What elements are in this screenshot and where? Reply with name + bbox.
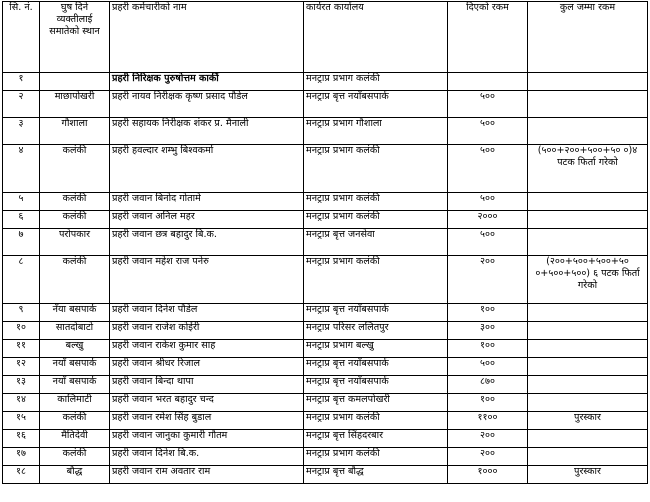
cell-amount: [448, 73, 528, 91]
table-row: [3, 229, 648, 256]
cell-sn: ११: [3, 340, 40, 358]
cell-total: [528, 394, 648, 412]
bribe-records-table: [2, 1, 648, 484]
header-row: [3, 2, 648, 73]
table-row: [3, 448, 648, 466]
cell-total: [528, 376, 648, 394]
cell-place: नँया बसपार्क: [40, 304, 110, 322]
table-row: [3, 322, 648, 340]
cell-office: मनट्राप्र बृत्त कमलपोखरी: [304, 394, 448, 412]
table-row: [3, 211, 648, 229]
cell-amount: ५००: [448, 229, 528, 256]
cell-total: [528, 358, 648, 376]
cell-office: मनट्राप्र बृत्त नयाँबसपार्क: [304, 304, 448, 322]
cell-total: (५००+२००+५००+५० ०)४ पटक फिर्ता गरेको: [528, 145, 648, 193]
cell-place: कलंकी: [40, 193, 110, 211]
cell-name: प्रहरी निरिक्षक पुरुषोत्तम कार्की: [110, 73, 304, 91]
cell-place: माछापोखरी: [40, 91, 110, 118]
cell-sn: ६: [3, 211, 40, 229]
cell-place: सातदोबाटो: [40, 322, 110, 340]
cell-office: मनट्राप्र परिसर ललितपुर: [304, 322, 448, 340]
cell-place: गौशाला: [40, 118, 110, 145]
cell-office: मनट्राप्र बृत्त सिंहदरबार: [304, 430, 448, 448]
cell-amount: २०००: [448, 211, 528, 229]
cell-total: पुरस्कार: [528, 466, 648, 484]
cell-amount: २००: [448, 430, 528, 448]
cell-name: प्रहरी जवान दिनेश बि.क.: [110, 448, 304, 466]
cell-amount: ३००: [448, 322, 528, 340]
cell-name: प्रहरी जवान बिनोद गोतामे: [110, 193, 304, 211]
cell-sn: १०: [3, 322, 40, 340]
cell-amount: ११००: [448, 412, 528, 430]
cell-office: मनट्राप्र बृत्त नयाँबसपार्क: [304, 91, 448, 118]
cell-place: नयाँ बसपार्क: [40, 358, 110, 376]
cell-name: प्रहरी जवान दिनेश पौडेल: [110, 304, 304, 322]
cell-sn: १७: [3, 448, 40, 466]
cell-sn: १४: [3, 394, 40, 412]
cell-place: मैतिदेवी: [40, 430, 110, 448]
cell-sn: १६: [3, 430, 40, 448]
cell-total: [528, 91, 648, 118]
cell-sn: ५: [3, 193, 40, 211]
cell-place: परोपकार: [40, 229, 110, 256]
cell-name: प्रहरी जवान बिन्दा थापा: [110, 376, 304, 394]
cell-amount: १०००: [448, 466, 528, 484]
cell-name: प्रहरी जवान राजेश कोईरी: [110, 322, 304, 340]
header-place: घुष दिने व्यक्तीलाई समातेको स्थान: [40, 2, 110, 73]
cell-office: मनट्राप्र प्रभाग कलंकी: [304, 448, 448, 466]
table-row: [3, 118, 648, 145]
cell-total: [528, 322, 648, 340]
cell-amount: ५००: [448, 145, 528, 193]
cell-sn: १२: [3, 358, 40, 376]
cell-sn: १: [3, 73, 40, 91]
table-row: [3, 376, 648, 394]
table-row: [3, 193, 648, 211]
cell-office: मनट्राप्र बृत्त बौद्ध: [304, 466, 448, 484]
cell-amount: ५००: [448, 193, 528, 211]
cell-office: मनट्राप्र प्रभाग कलंकी: [304, 193, 448, 211]
table-row: [3, 340, 648, 358]
cell-name: प्रहरी सहायक निरीक्षक शंकर प्र. मैनाली: [110, 118, 304, 145]
cell-office: मनट्राप्र प्रभाग कलंकी: [304, 73, 448, 91]
table-row: [3, 430, 648, 448]
cell-total: [528, 211, 648, 229]
cell-name: प्रहरी जवान राकेश कुमार साह: [110, 340, 304, 358]
header-total: कुल जम्मा रकम: [528, 2, 648, 73]
cell-total: (२००+५००+५००+५० ०+५००+५००) ६ पटक फिर्ता गरेको: [528, 256, 648, 304]
cell-office: मनट्राप्र बृत्त जनसेवा: [304, 229, 448, 256]
cell-office: मनट्राप्र बृत्त नयाँबसपार्क: [304, 358, 448, 376]
cell-office: मनट्राप्र प्रभाग कलंकी: [304, 145, 448, 193]
cell-sn: १५: [3, 412, 40, 430]
cell-total: [528, 229, 648, 256]
cell-office: मनट्राप्र प्रभाग गौशाला: [304, 118, 448, 145]
cell-amount: १००: [448, 304, 528, 322]
cell-name: प्रहरी नायव निरीक्षक कृष्ण प्रसाद पौडेल: [110, 91, 304, 118]
cell-amount: १००: [448, 394, 528, 412]
header-officer-name: प्रहरी कर्मचारीको नाम: [110, 2, 304, 73]
cell-place: बल्खु: [40, 340, 110, 358]
cell-office: मनट्राप्र प्रभाग बल्खु: [304, 340, 448, 358]
table-row: [3, 394, 648, 412]
cell-total: [528, 118, 648, 145]
table-row: [3, 304, 648, 322]
cell-place: कलंकी: [40, 412, 110, 430]
cell-total: [528, 430, 648, 448]
cell-total: पुरस्कार: [528, 412, 648, 430]
cell-place: कलंकी: [40, 211, 110, 229]
header-serial-number: सि. नं.: [3, 2, 40, 73]
cell-name: प्रहरी जवान जानुका कुमारी गौतम: [110, 430, 304, 448]
cell-sn: १३: [3, 376, 40, 394]
cell-total: [528, 448, 648, 466]
cell-sn: ४: [3, 145, 40, 193]
table-row: [3, 466, 648, 484]
cell-name: प्रहरी जवान अनिल महर: [110, 211, 304, 229]
cell-amount: २००: [448, 256, 528, 304]
cell-sn: ३: [3, 118, 40, 145]
cell-name: प्रहरी हवल्दार शम्भु बिश्वकर्मा: [110, 145, 304, 193]
cell-place: कालिमाटी: [40, 394, 110, 412]
cell-total: [528, 340, 648, 358]
cell-place: [40, 73, 110, 91]
cell-place: नयाँ बसपार्क: [40, 376, 110, 394]
table-row: [3, 358, 648, 376]
cell-office: मनट्राप्र प्रभाग कलंकी: [304, 256, 448, 304]
cell-total: [528, 193, 648, 211]
cell-office: मनट्राप्र प्रभाग कलंकी: [304, 211, 448, 229]
cell-amount: २००: [448, 448, 528, 466]
cell-place: बौद्ध: [40, 466, 110, 484]
cell-amount: १००: [448, 340, 528, 358]
table-row: [3, 145, 648, 193]
cell-name: प्रहरी जवान राम अवतार राम: [110, 466, 304, 484]
table-row: [3, 91, 648, 118]
cell-amount: ५००: [448, 358, 528, 376]
header-office: कार्यरत कार्यालय: [304, 2, 448, 73]
cell-amount: ८७०: [448, 376, 528, 394]
cell-amount: ५००: [448, 118, 528, 145]
cell-name: प्रहरी जवान श्रीधर रिजाल: [110, 358, 304, 376]
cell-place: कलंकी: [40, 448, 110, 466]
cell-office: मनट्राप्र प्रभाग कलंकी: [304, 412, 448, 430]
cell-sn: १८: [3, 466, 40, 484]
cell-name: प्रहरी जवान महेश राज पनेरु: [110, 256, 304, 304]
cell-place: कलंकी: [40, 256, 110, 304]
cell-total: [528, 304, 648, 322]
cell-office: मनट्राप्र बृत्त नयाँबसपार्क: [304, 376, 448, 394]
cell-sn: ७: [3, 229, 40, 256]
header-amount: दिएको रकम: [448, 2, 528, 73]
table-row: [3, 73, 648, 91]
cell-sn: २: [3, 91, 40, 118]
cell-name: प्रहरी जवान छत्र बहादुर बि.क.: [110, 229, 304, 256]
cell-name: प्रहरी जवान रमेश सिंह बुडाल: [110, 412, 304, 430]
cell-total: [528, 73, 648, 91]
cell-amount: ५००: [448, 91, 528, 118]
cell-name: प्रहरी जवान भरत बहादुर चन्द: [110, 394, 304, 412]
cell-place: कलंकी: [40, 145, 110, 193]
table-row: [3, 412, 648, 430]
table-row: [3, 256, 648, 304]
cell-sn: ८: [3, 256, 40, 304]
cell-sn: ९: [3, 304, 40, 322]
